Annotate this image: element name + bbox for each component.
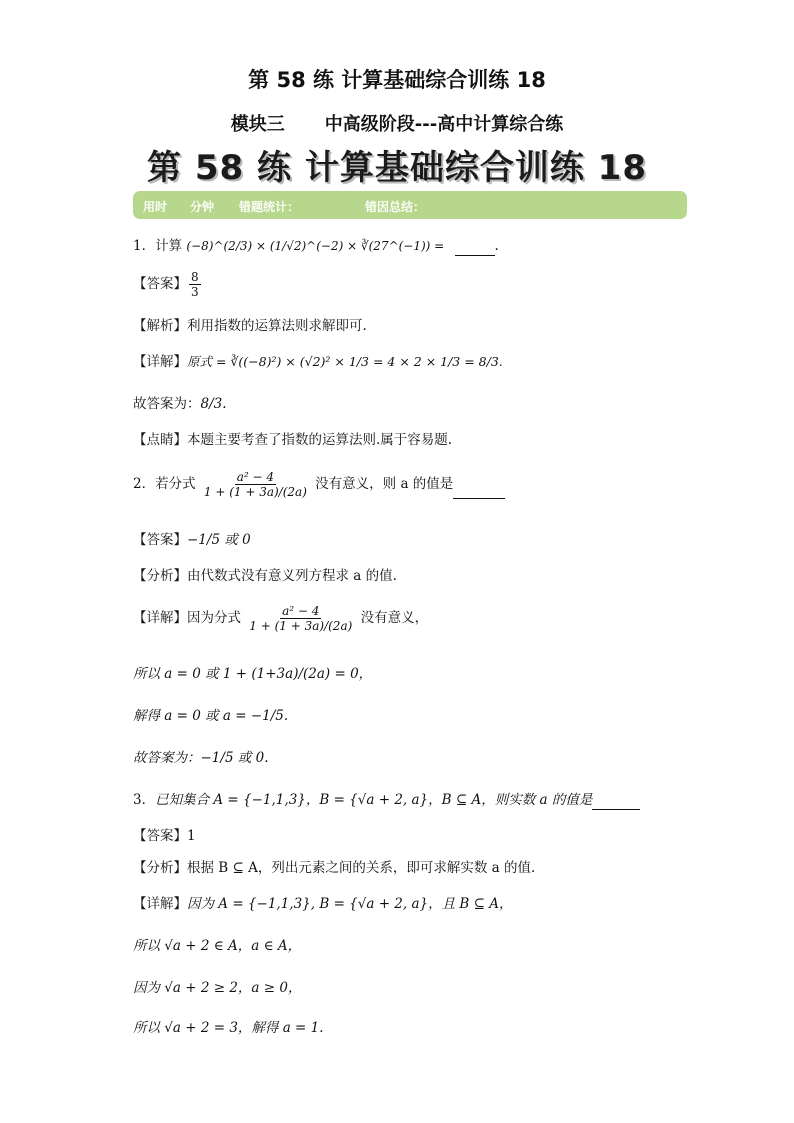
q1-analysis-text: 利用指数的运算法则求解即可. (187, 318, 367, 334)
q1-final-prefix: 故答案为： (133, 396, 201, 412)
q3-analysis (133, 858, 535, 878)
q2-detail-prefix: 因为分式 (187, 610, 241, 626)
q2-step1: 所以 a = 0 或 1 + (1+3a)/(2a) = 0， (133, 666, 373, 682)
minutes-label: 分钟 (190, 200, 215, 214)
errors-label: 错题统计： (239, 200, 300, 214)
q3-analysis-label: 【分析】 (133, 860, 187, 876)
q3-stem-text: 已知集合 A = {−1,1,3}，B = {√a + 2, a}，B ⊆ A，则实数 a 的值是 (155, 792, 593, 808)
q2-prefix: 若分式 (155, 476, 196, 492)
q2-step2: 解得 a = 0 或 a = −1/5. (133, 708, 289, 724)
q1-stem: 1．计算 (−8)^(2/3) × (1/√2)^(−2) × ∛(27^(−1)) = . (133, 238, 499, 254)
q3-detail-text: 因为 A = {−1,1,3}, B = {√a + 2, a}，且 B ⊆ A， (187, 896, 513, 912)
q1-prefix: 计算 (155, 238, 183, 254)
module-subtitle (0, 110, 794, 136)
q3-step2: 因为 √a + 2 ≥ 2，a ≥ 0， (133, 980, 302, 996)
q1-final-value: 8/3. (200, 396, 227, 412)
q2-analysis (133, 566, 397, 586)
q3-answer (133, 826, 196, 846)
q1-analysis (133, 316, 367, 336)
q2-analysis-text: 由代数式没有意义列方程求 a 的值. (187, 568, 397, 584)
q2-answer (133, 530, 251, 550)
q3-analysis-text: 根据 B ⊆ A，列出元素之间的关系，即可求解实数 a 的值. (187, 860, 536, 876)
q1-answer-blank (455, 255, 495, 256)
q1-comment-label: 【点睛】 (133, 432, 187, 448)
q2-answer-blank (453, 498, 505, 499)
stats-bar (133, 191, 687, 219)
q3-step3: 所以 √a + 2 = 3，解得 a = 1. (133, 1020, 324, 1036)
q2-answer-value: −1/5 或 0 (187, 532, 251, 548)
q1-answer-label: 【答案】 (133, 276, 187, 292)
module-stage: 中高级阶段---高中计算综合练 (324, 114, 564, 135)
q1-number: 1． (133, 238, 156, 254)
q2-final: 故答案为：−1/5 或 0. (133, 750, 269, 766)
q1-comment-text: 本题主要考查了指数的运算法则.属于容易题. (187, 432, 453, 448)
q3-answer-blank (592, 809, 640, 810)
q2-detail-label: 【详解】 (133, 610, 187, 626)
q1-answer-fraction: $\frac{8}{3}$ (191, 270, 199, 299)
title-banner: 第 58 练 计算基础综合训练 18 (147, 148, 647, 188)
q1-detail-label: 【详解】 (133, 354, 187, 370)
q2-detail-fraction: $\frac{\text{a² − 4}}{1 + (1 + 3a)/(2a)}$ (249, 604, 353, 633)
q2-detail (133, 604, 428, 633)
q2-answer-label: 【答案】 (133, 532, 187, 548)
q3-answer-label: 【答案】 (133, 828, 187, 844)
q2-analysis-label: 【分析】 (133, 568, 187, 584)
module-name: 模块三 (230, 114, 285, 135)
q1-comment (133, 430, 452, 450)
time-label: 用时 (143, 200, 168, 214)
reasons-label: 错因总结： (365, 200, 426, 214)
q2-detail-suffix: 没有意义， (360, 610, 429, 626)
q1-expression: (−8)^(2/3) × (1/√2)^(−2) × ∛(27^(−1)) = (186, 239, 445, 253)
q1-detail-text: 原式 = ∛((−8)²) × (√2)² × 1/3 = 4 × 2 × 1/3 = 8/3. (187, 354, 503, 369)
q2-suffix: 没有意义，则 a 的值是 (315, 476, 454, 492)
q1-detail (133, 352, 503, 372)
q1-answer (133, 270, 203, 299)
q3-answer-value: 1 (187, 828, 196, 844)
q3-stem (133, 790, 640, 810)
q2-number: 2． (133, 476, 156, 492)
q3-step1: 所以 √a + 2 ∈ A，a ∈ A， (133, 938, 302, 954)
q3-detail (133, 894, 512, 914)
q2-fraction: $\frac{\text{a² − 4}}{1 + (1 + 3a)/(2a)}$ (203, 470, 307, 499)
q3-number: 3． (133, 792, 156, 808)
q1-analysis-label: 【解析】 (133, 318, 187, 334)
q3-detail-label: 【详解】 (133, 896, 187, 912)
q2-stem (133, 470, 505, 499)
q1-final (133, 394, 227, 414)
worksheet-title: 第 58 练 计算基础综合训练 18 (248, 68, 546, 92)
